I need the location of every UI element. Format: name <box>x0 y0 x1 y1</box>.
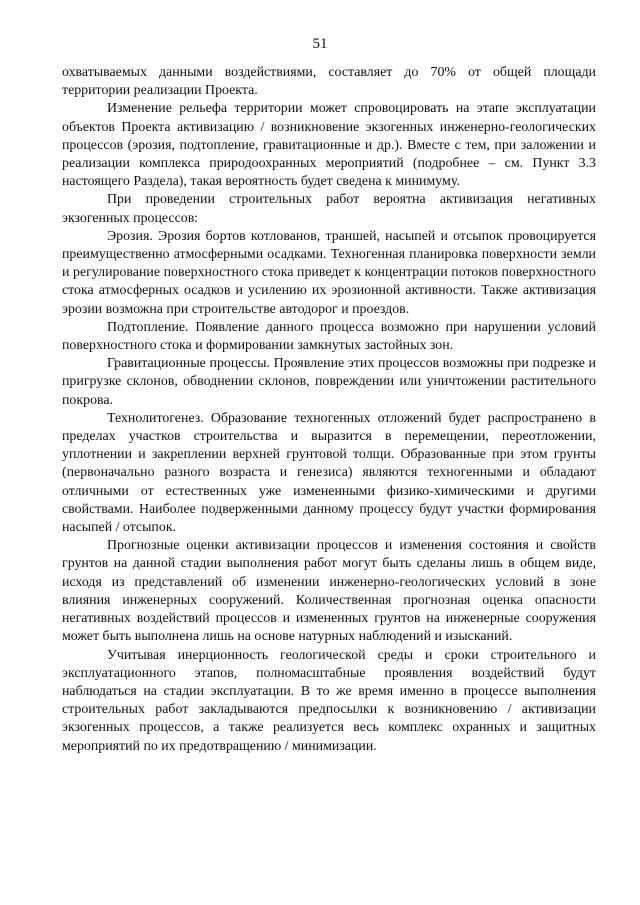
paragraph-technolithogenesis: Технолитогенез. Образование техногенных отложений будет распространено в пределах участков строительства и выразится в перемещении, переотложении, уплотнении и закреплении верхней грунтовой толщи. Образованные при этом грунты (первоначально разного возраста и генезиса) являются техногенными и обладают отличными от естественных уже измененными физико-химическими и другими свойствами. Наиболее подверженными данному процессу будут участки формирования насыпей / отсыпок. <box>62 410 596 536</box>
page-number: 51 <box>312 36 328 52</box>
paragraph-continuation: охватываемых данными воздействиями, составляет до 70% от общей площади территории реализации Проекта. <box>62 65 596 99</box>
paragraph-erosion: Эрозия. Эрозия бортов котлованов, траншей, насыпей и отсыпок провоцируется преимущественно атмосферными осадками. Техногенная планировка поверхности земли и регулирование поверхностного стока приведет к концентрации потоков поверхностного стока атмосферных осадков и усилению их эрозионной активности. Также активизация эрозии возможна при строительстве автодорог и проездов. <box>62 228 596 317</box>
paragraph-flooding: Подтопление. Появление данного процесса возможно при нарушении условий поверхностного стока и формировании замкнутых застойных зон. <box>62 319 596 354</box>
paragraph-inertia: Учитывая инерционность геологической среды и сроки строительного и эксплуатационного этапов, полномасштабные проявления воздействий будут наблюдаться на стадии эксплуатации. В то же время именно в процессе выполнения строительных работ закладываются предпосылки к возникновению / активизации экзогенных процессов, а также реализуется весь комплекс охранных и защитных мероприятий по их предотвращению / минимизации. <box>62 647 596 754</box>
paragraph-gravitational: Гравитационные процессы. Проявление этих процессов возможны при подрезке и пригрузке склонов, обводнении склонов, повреждении или уничтожении растительного покрова. <box>62 356 596 408</box>
paragraph-forecast: Прогнозные оценки активизации процессов и изменения состояния и свойств грунтов на данной стадии выполнения работ могут быть сделаны лишь в общем виде, исходя из представлений об изменении инженерно-геологических условий в зоне влияния инженерных сооружений. Количественная прогнозная оценка опасности негативных воздействий процессов и измененных грунтов на инженерные сооружения может быть выполнена лишь на основе натурных наблюдений и изысканий. <box>62 538 596 645</box>
paragraph-construction-intro: При проведении строительных работ вероятна активизация негативных экзогенных процессов: <box>62 192 596 226</box>
page-body <box>62 64 596 756</box>
paragraph-relief-change: Изменение рельефа территории может спровоцировать на этапе эксплуатации объектов Проекта активизацию / возникновение экзогенных инженерно-геологических процессов (эрозия, подтопление, гравитационные и др.). Вместе с тем, при заложении и реализации комплекса природоохранных мероприятий (подробнее – см. Пункт 3.3 настоящего Раздела), такая вероятность будет сведена к минимуму. <box>62 101 596 190</box>
